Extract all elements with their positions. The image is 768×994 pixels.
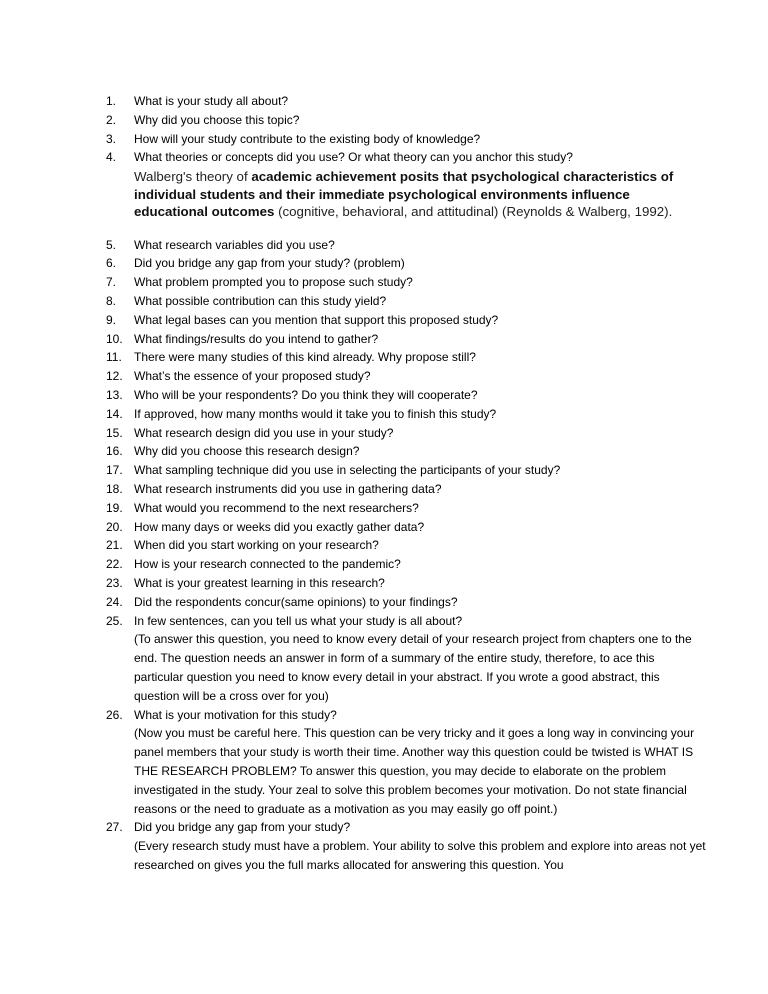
question-text: There were many studies of this kind already. Why propose still? xyxy=(134,350,476,365)
question-note: (Every research study must have a problem. Your ability to solve this problem and explore into areas not yet researched on gives you the full marks allocated for answering this question. You xyxy=(134,839,706,872)
question-text: Did you bridge any gap from your study? (problem) xyxy=(134,256,405,271)
item-number: 24. xyxy=(106,594,123,609)
list-item xyxy=(106,405,706,424)
section-gap xyxy=(106,221,706,236)
item-number: 7. xyxy=(106,275,117,290)
theory-bold: academic achievement posits that psychological characteristics of individual students and their immediate psychological environments influence educational outcomes xyxy=(134,169,674,220)
item-number: 17. xyxy=(106,463,123,478)
list-item xyxy=(106,92,706,111)
question-text: What sampling technique did you use in selecting the participants of your study? xyxy=(134,463,561,478)
list-item xyxy=(106,311,706,330)
item-number: 5. xyxy=(106,237,117,252)
question-text: Why did you choose this topic? xyxy=(134,112,300,127)
item-number: 12. xyxy=(106,369,123,384)
list-item xyxy=(106,518,706,537)
question-text: What would you recommend to the next researchers? xyxy=(134,500,419,515)
question-text: What’s the essence of your proposed study? xyxy=(134,369,371,384)
question-text: How will your study contribute to the existing body of knowledge? xyxy=(134,131,481,146)
item-number: 10. xyxy=(106,331,123,346)
item-number: 9. xyxy=(106,312,117,327)
theory-answer xyxy=(134,168,706,221)
list-item xyxy=(106,292,706,311)
question-note: (Now you must be careful here. This question can be very tricky and it goes a long way in convincing your panel members that your study is worth their time. Another way this question could be twisted is WHAT IS THE RESEARCH PROBLEM? To answer this question, you may decide to elaborate on the problem investigated in the study. Your zeal to solve this problem becomes your motivation. Do not state financial reasons or the need to graduate as a motivation as you may easily go off point.) xyxy=(134,726,695,816)
question-text: What findings/results do you intend to gather? xyxy=(134,331,379,346)
item-number: 2. xyxy=(106,112,117,127)
list-item xyxy=(106,612,706,706)
item-number: 4. xyxy=(106,150,117,165)
list-item xyxy=(106,130,706,149)
question-text: What research design did you use in your study? xyxy=(134,425,394,440)
item-number: 21. xyxy=(106,538,123,553)
item-number: 8. xyxy=(106,294,117,309)
item-number: 18. xyxy=(106,482,123,497)
list-item xyxy=(106,348,706,367)
list-item xyxy=(106,461,706,480)
list-item xyxy=(106,574,706,593)
list-item xyxy=(106,593,706,612)
item-number: 25. xyxy=(106,613,123,628)
item-number: 11. xyxy=(106,350,122,365)
question-text: What possible contribution can this study yield? xyxy=(134,294,387,309)
item-number: 14. xyxy=(106,406,123,421)
item-number: 13. xyxy=(106,388,123,403)
question-text: When did you start working on your research? xyxy=(134,538,379,553)
list-item xyxy=(106,273,706,292)
question-text: If approved, how many months would it take you to finish this study? xyxy=(134,406,497,421)
question-text: Who will be your respondents? Do you think they will cooperate? xyxy=(134,388,478,403)
question-text: What problem prompted you to propose such study? xyxy=(134,275,413,290)
question-list xyxy=(106,92,706,875)
theory-suffix: (cognitive, behavioral, and attitudinal) (Reynolds & Walberg, 1992). xyxy=(274,204,673,220)
item-number: 26. xyxy=(106,707,123,722)
list-item xyxy=(106,555,706,574)
list-item xyxy=(106,111,706,130)
item-number: 3. xyxy=(106,131,117,146)
item-number: 1. xyxy=(106,94,117,108)
item-number: 16. xyxy=(106,444,123,459)
list-item xyxy=(106,367,706,386)
question-text: Did the respondents concur(same opinions) to your findings? xyxy=(134,594,458,609)
item-number: 20. xyxy=(106,519,123,534)
question-text: What is your greatest learning in this research? xyxy=(134,576,385,591)
question-text: What is your study all about? xyxy=(134,94,289,108)
list-item xyxy=(106,236,706,255)
question-text: Why did you choose this research design? xyxy=(134,444,360,459)
list-item xyxy=(106,424,706,443)
list-item xyxy=(106,536,706,555)
list-item xyxy=(106,706,706,819)
item-number: 23. xyxy=(106,576,123,591)
list-item xyxy=(106,480,706,499)
item-number: 6. xyxy=(106,256,117,271)
question-text: Did you bridge any gap from your study? xyxy=(134,820,351,835)
list-item xyxy=(106,499,706,518)
item-number: 27. xyxy=(106,820,123,835)
list-item xyxy=(106,254,706,273)
list-item xyxy=(106,148,706,220)
theory-prefix: Walberg's theory of xyxy=(134,169,252,185)
list-item xyxy=(106,386,706,405)
question-text: What research instruments did you use in gathering data? xyxy=(134,482,442,497)
question-text: What research variables did you use? xyxy=(134,237,335,252)
question-text: What legal bases can you mention that support this proposed study? xyxy=(134,312,499,327)
item-number: 19. xyxy=(106,500,123,515)
question-note: (To answer this question, you need to know every detail of your research project from chapters one to the end. The question needs an answer in form of a summary of the entire study, therefore, to ace this particular question you need to know every detail in your abstract. If you wrote a good abstract, this question will be a cross over for you) xyxy=(134,632,692,703)
list-item xyxy=(106,818,706,874)
question-text: In few sentences, can you tell us what your study is all about? xyxy=(134,613,463,628)
item-number: 15. xyxy=(106,425,123,440)
question-text: How is your research connected to the pandemic? xyxy=(134,557,401,572)
list-item xyxy=(106,330,706,349)
question-text: What theories or concepts did you use? Or what theory can you anchor this study? xyxy=(134,150,573,165)
question-text: What is your motivation for this study? xyxy=(134,707,337,722)
question-text: How many days or weeks did you exactly gather data? xyxy=(134,519,425,534)
list-item xyxy=(106,442,706,461)
item-number: 22. xyxy=(106,557,123,572)
